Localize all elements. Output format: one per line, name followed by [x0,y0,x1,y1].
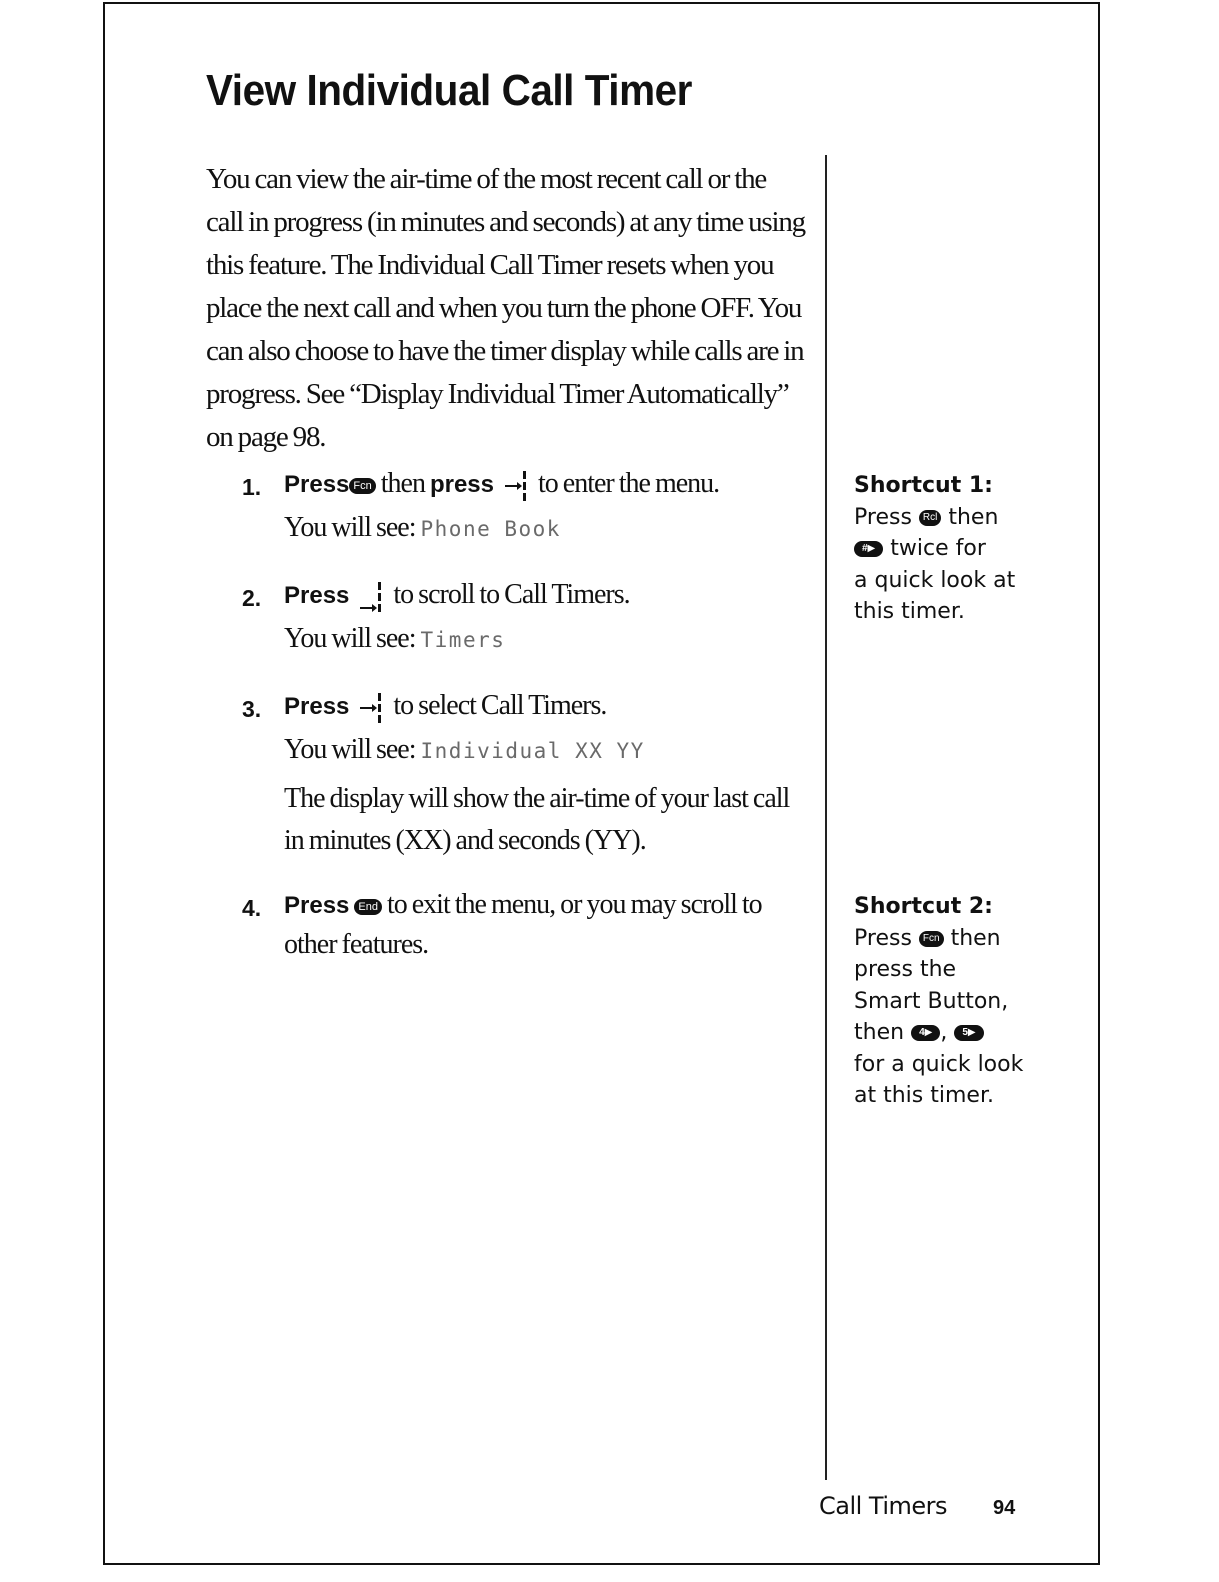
shortcut-press: Press [854,504,912,530]
menu-select-icon [503,469,529,503]
step-press-label: press [429,471,494,498]
step-number: 4. [242,895,262,921]
display-readout: Timers [420,628,506,652]
display-readout: Individual XX YY [420,739,645,763]
you-will-see-label: You will see: [284,734,416,765]
five-key-icon: 5▶ [954,1025,983,1041]
shortcut-text: a quick look at this timer. [854,567,1016,624]
shortcut-title: Shortcut 1: [854,473,993,498]
shortcut-smart-button: Smart Button, [854,988,1009,1014]
fcn-key-icon: Fcn [919,931,944,947]
shortcut-press: Press [854,925,912,951]
menu-select-icon [358,691,384,725]
step-text: to select Call Timers. [393,690,607,721]
shortcut-press-the: press the [854,957,957,982]
shortcut-title: Shortcut 2: [854,894,993,919]
step-text: to enter the menu. [538,468,720,499]
you-will-see-label: You will see: [284,512,416,543]
step-number: 2. [242,585,262,611]
shortcut-text: for a quick look at this timer. [854,1051,1024,1108]
end-key-icon: End [354,899,382,915]
page-title: View Individual Call Timer [206,66,692,115]
menu-scroll-icon [358,580,384,614]
shortcut-2 [854,891,1034,1112]
step-press-label: Press [284,892,350,919]
step-then: then [380,468,425,499]
shortcut-comma: , [940,1020,948,1045]
rcl-key-icon: Rcl [919,510,941,526]
shortcut-then: then [854,1020,905,1045]
intro-paragraph: You can view the air-time of the most recent call or the call in progress (in minutes and seconds) at any time using this feature. The Individual Call Timer resets when you place the next call and when you turn the phone OFF. You can also choose to have the timer display while calls are in progress. See “Display Individual Timer Automatically” on page 98. [206,163,805,453]
step-press-label: Press [284,582,350,609]
shortcut-twice: twice for [890,536,986,561]
four-key-icon: 4▶ [911,1025,940,1041]
step-text: to scroll to Call Timers. [393,579,630,610]
footer-page-number: 94 [993,1497,1016,1519]
display-readout: Phone Book [420,517,561,541]
footer-section-title: Call Timers [819,1492,948,1520]
step-number: 1. [242,474,262,500]
step-press-label: Press [284,693,350,720]
shortcut-1 [854,470,1034,628]
sidebar-divider [825,155,827,1480]
pound-key-icon: #▶ [854,541,883,557]
fcn-key-icon: Fcn [349,478,375,494]
step-press-label: Press [284,471,350,498]
step-number: 3. [242,696,262,722]
you-will-see-label: You will see: [284,623,416,654]
step-note: The display will show the air-time of your last call in minutes (XX) and seconds (YY). [284,783,790,856]
shortcut-then: then [950,925,1001,951]
shortcut-then: then [948,504,999,530]
step-text: to exit the menu, or you may scroll to [386,889,762,920]
step-text-continued: other features. [284,929,429,960]
